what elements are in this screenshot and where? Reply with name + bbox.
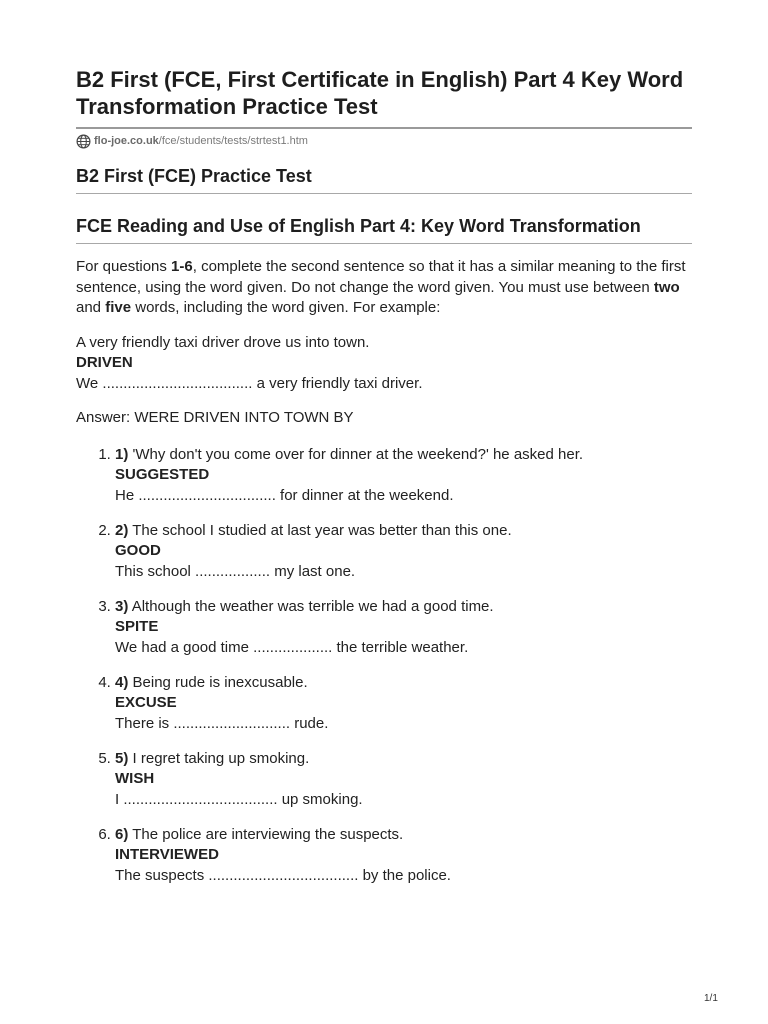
question-sentence: I regret taking up smoking. xyxy=(132,749,310,767)
question-list xyxy=(76,445,692,887)
page-number: 1/1 xyxy=(704,993,718,1004)
section-heading-key-word: FCE Reading and Use of English Part 4: Key Word Transformation xyxy=(76,216,641,236)
question-sentence: Being rude is inexcusable. xyxy=(132,673,308,691)
question-prompt: The suspects .................................... by the police. xyxy=(115,866,451,884)
question-number: 6) xyxy=(115,825,129,843)
min-words: two xyxy=(653,278,680,296)
section-divider xyxy=(76,243,692,244)
question-prompt: This school .................. my last one. xyxy=(115,562,356,580)
question-item xyxy=(115,825,692,887)
section-heading-practice-test: B2 First (FCE) Practice Test xyxy=(76,166,312,186)
title-divider xyxy=(76,127,692,129)
max-words: five xyxy=(105,299,132,316)
question-number: 5) xyxy=(115,749,129,767)
question-prompt: He ................................. for dinner at the weekend. xyxy=(115,486,454,504)
question-range: 1-6 xyxy=(171,258,193,275)
question-prompt: There is ............................ rude. xyxy=(115,714,329,732)
section-divider xyxy=(76,193,692,194)
document-page xyxy=(76,66,692,901)
question-sentence: The school I studied at last year was better than this one. xyxy=(132,521,512,539)
question-keyword: WISH xyxy=(115,770,155,787)
question-keyword: GOOD xyxy=(115,542,161,559)
question-item xyxy=(115,445,692,507)
question-prompt: We had a good time ................... the terrible weather. xyxy=(115,638,469,656)
question-item xyxy=(115,673,692,735)
question-number: 4) xyxy=(115,673,129,691)
question-keyword: INTERVIEWED xyxy=(115,846,219,863)
question-item xyxy=(115,749,692,811)
example-keyword: DRIVEN xyxy=(76,354,133,371)
question-sentence: Although the weather was terrible we had a good time. xyxy=(131,597,494,615)
question-number: 1) xyxy=(115,445,129,463)
source-path: /fce/students/tests/strtest1.htm xyxy=(158,135,308,147)
question-keyword: EXCUSE xyxy=(115,694,177,711)
question-sentence: 'Why don't you come over for dinner at the weekend?' he asked her. xyxy=(132,445,584,463)
question-sentence: The police are interviewing the suspects. xyxy=(132,825,404,843)
question-keyword: SPITE xyxy=(115,618,159,635)
instructions-paragraph: For questions 1-6, complete the second sentence so that it has a similar meaning to the first sentence, using the word given. Do not change the word given. You must use between two and five words, including the word given. For example: xyxy=(76,258,686,316)
question-item xyxy=(115,521,692,583)
example-block xyxy=(76,333,692,395)
document-title: B2 First (FCE, First Certificate in English) Part 4 Key Word Transformation Practice Test xyxy=(76,67,684,119)
example-prompt: We .................................... a very friendly taxi driver. xyxy=(76,374,423,392)
globe-icon xyxy=(76,134,91,149)
example-answer: Answer: WERE DRIVEN INTO TOWN BY xyxy=(76,409,354,426)
question-item xyxy=(115,597,692,659)
source-domain: flo-joe.co.uk xyxy=(94,135,159,147)
example-sentence: A very friendly taxi driver drove us into town. xyxy=(76,333,370,351)
question-number: 3) xyxy=(115,597,129,615)
question-keyword: SUGGESTED xyxy=(115,466,210,483)
source-link[interactable] xyxy=(76,133,692,149)
question-number: 2) xyxy=(115,521,129,539)
question-prompt: I ..................................... up smoking. xyxy=(115,790,363,808)
